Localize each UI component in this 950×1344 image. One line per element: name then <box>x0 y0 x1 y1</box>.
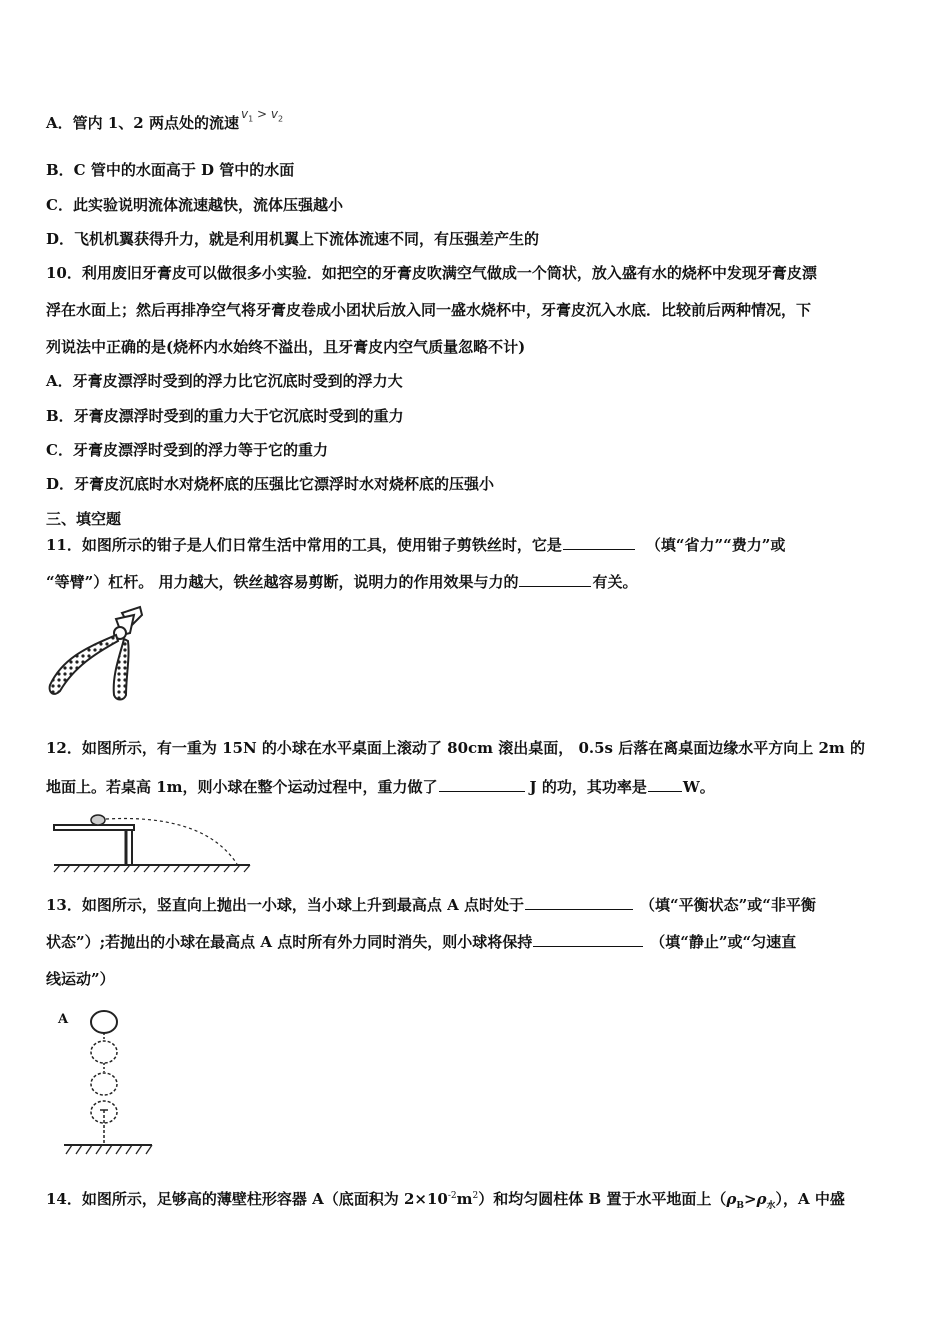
q11-line2 <box>46 571 638 592</box>
q12-text-2c: W。 <box>682 778 715 796</box>
throw-figure-label-a: A <box>58 1012 69 1027</box>
q9-option-d: D．飞机机翼获得升力，就是利用机翼上下流体流速不同，有压强差产生的 <box>46 230 540 248</box>
q10-stem-line3: 列说法中正确的是(烧杯内水始终不溢出，且牙膏皮内空气质量忽略不计) <box>46 338 526 356</box>
q10-option-a: A．牙膏皮漂浮时受到的浮力比它沉底时受到的浮力大 <box>46 372 403 390</box>
q12-text-2b: J 的功，其功率是 <box>529 778 647 796</box>
q9-option-a <box>46 107 284 139</box>
q11-blank-2[interactable] <box>519 571 591 587</box>
q9-velocity-formula: v1 > v2 <box>240 107 284 124</box>
q12-line1: 12．如图所示，有一重为 15N 的小球在水平桌面上滚动了 80cm 滚出桌面， 0.5s 后落在离桌面边缘水平方向上 2m 的 <box>46 739 865 757</box>
q14-text-3: ）和均匀圆柱体 B 置于水平地面上（ <box>478 1190 727 1208</box>
pliers-figure <box>44 605 154 705</box>
q11-text-1b: （填“省力”“费力”或 <box>645 536 786 554</box>
q13-text-1a: 13．如图所示，竖直向上抛出一小球，当小球上升到最高点 A 点时处于 <box>46 896 524 914</box>
q13-line1 <box>46 894 816 915</box>
q13-line3: 线运动”） <box>46 970 115 988</box>
vertical-throw-figure <box>56 1008 166 1156</box>
q11-text-1a: 11．如图所示的钳子是人们日常生活中常用的工具，使用钳子剪铁丝时，它是 <box>46 536 562 554</box>
q13-text-2a: 状态”）;若抛出的小球在最高点 A 点时所有外力同时消失，则小球将保持 <box>46 933 533 951</box>
q14-text-1: 14．如图所示，足够高的薄壁柱形容器 A（底面积为 2×10 <box>46 1190 448 1208</box>
table-ball-figure <box>52 812 262 874</box>
q12-text-2a: 地面上。若桌高 1m，则小球在整个运动过程中，重力做了 <box>46 778 438 796</box>
q14-rho-water: ρ <box>756 1190 767 1208</box>
q14-rho-water-sub: 水 <box>766 1201 776 1211</box>
q11-text-2a: “等臂”）杠杆。 用力越大，铁丝越容易剪断，说明力的作用效果与力的 <box>46 573 519 591</box>
q14-greater-than: > <box>743 1190 757 1208</box>
q11-blank-1[interactable] <box>563 534 635 550</box>
q14-rho-b-sub: B <box>736 1201 744 1211</box>
q12-line2 <box>46 776 715 797</box>
q9-option-c: C．此实验说明流体流速越快，流体压强越小 <box>46 196 343 214</box>
q12-blank-power[interactable] <box>648 776 682 792</box>
q14-line1 <box>46 1186 845 1216</box>
q10-option-c: C．牙膏皮漂浮时受到的浮力等于它的重力 <box>46 441 328 459</box>
q13-text-1b: （填“平衡状态”或“非平衡 <box>639 896 816 914</box>
q14-exponent-2: 2 <box>472 1191 479 1201</box>
q10-stem-line2: 浮在水面上；然后再排净空气将牙膏皮卷成小团状后放入同一盛水烧杯中，牙膏皮沉入水底．比较前后两种情况，下 <box>46 301 812 319</box>
q11-line1 <box>46 534 785 555</box>
q13-line2 <box>46 931 796 952</box>
q13-blank-1[interactable] <box>525 894 633 910</box>
q9-option-a-text: A．管内 1、2 两点处的流速 <box>46 114 239 132</box>
q14-rho-b: ρ <box>726 1190 737 1208</box>
q14-exponent: -2 <box>447 1191 457 1201</box>
q14-text-4: ），A 中盛 <box>775 1190 845 1208</box>
q13-blank-2[interactable] <box>533 931 643 947</box>
q12-blank-work[interactable] <box>439 776 525 792</box>
q11-text-2b: 有关。 <box>592 573 638 591</box>
q13-text-2b: （填“静止”或“匀速直 <box>650 933 797 951</box>
q10-option-b: B．牙膏皮漂浮时受到的重力大于它沉底时受到的重力 <box>46 407 404 425</box>
section-heading: 三、填空题 <box>46 510 122 528</box>
q10-stem-line1: 10．利用废旧牙膏皮可以做很多小实验．如把空的牙膏皮吹满空气做成一个筒状，放入盛有水的烧杯中发现牙膏皮漂 <box>46 264 817 282</box>
q9-option-b: B．C 管中的水面高于 D 管中的水面 <box>46 161 295 179</box>
q14-text-2: m <box>456 1190 473 1208</box>
q10-option-d: D．牙膏皮沉底时水对烧杯底的压强比它漂浮时水对烧杯底的压强小 <box>46 475 495 493</box>
